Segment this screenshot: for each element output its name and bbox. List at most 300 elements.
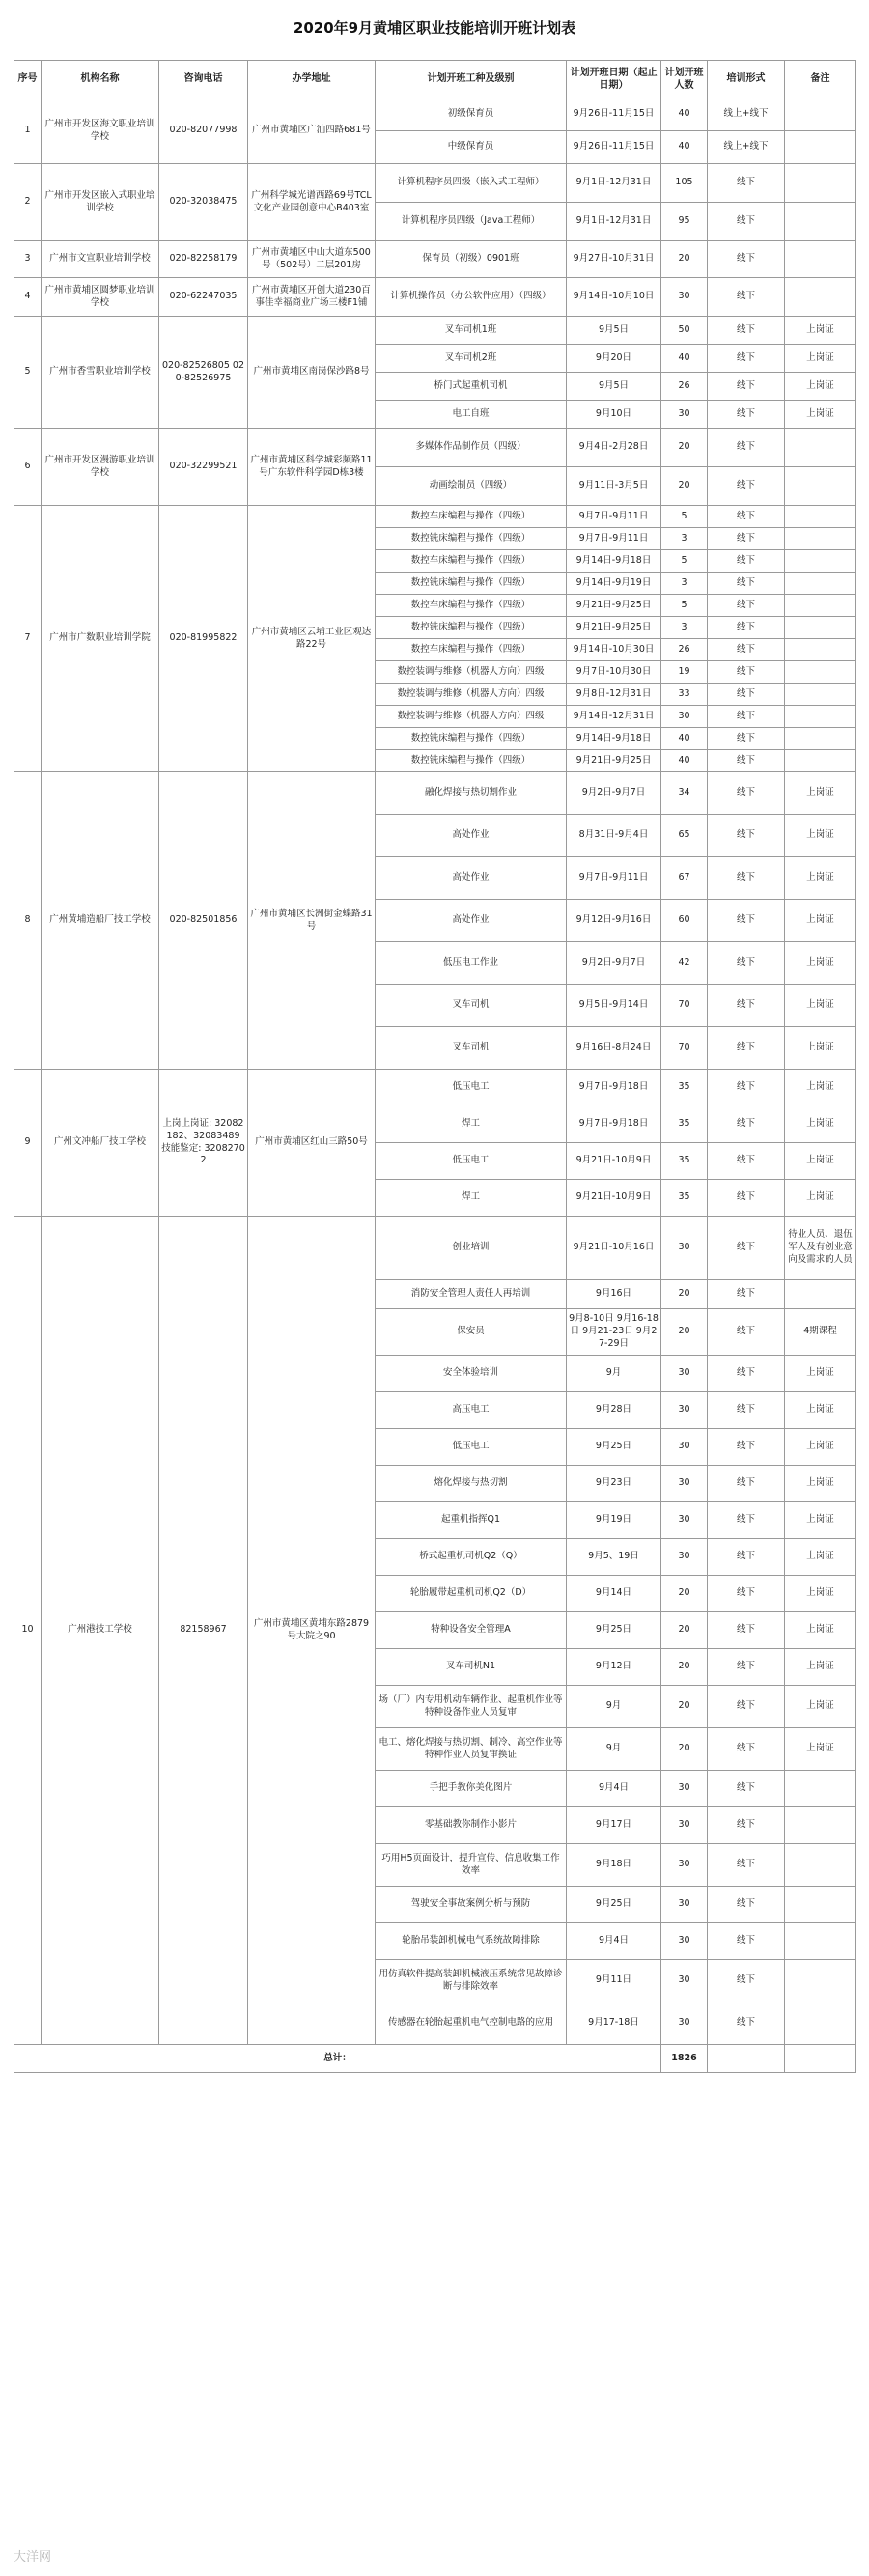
note-cell [785,573,856,595]
dates-cell: 9月 [567,1356,661,1392]
dates-cell: 9月21日-10月9日 [567,1180,661,1217]
course-cell: 计算机程序员四级（嵌入式工程师） [376,164,567,203]
note-cell: 上岗证 [785,345,856,373]
dates-cell: 9月23日 [567,1466,661,1502]
dates-cell: 9月5、19日 [567,1539,661,1576]
course-cell: 数控铣床编程与操作（四级） [376,528,567,550]
mode-cell: 线下 [708,900,785,942]
course-cell: 数控铣床编程与操作（四级） [376,617,567,639]
note-cell: 上岗证 [785,1392,856,1429]
note-cell: 上岗证 [785,1180,856,1217]
dates-cell: 9月5日 [567,373,661,401]
count-cell: 70 [661,1027,708,1070]
mode-cell: 线下 [708,203,785,241]
dates-cell: 9月7日-9月11日 [567,506,661,528]
count-cell: 30 [661,401,708,429]
mode-cell: 线下 [708,506,785,528]
total-empty-mode [708,2045,785,2073]
mode-cell: 线下 [708,1309,785,1356]
count-cell: 20 [661,1728,708,1771]
dates-cell: 9月14日-10月10日 [567,278,661,317]
note-cell [785,1280,856,1309]
mode-cell: 线下 [708,617,785,639]
count-cell: 30 [661,1466,708,1502]
institution-phone: 020-82077998 [159,98,248,164]
count-cell: 30 [661,1807,708,1844]
course-cell: 高处作业 [376,900,567,942]
dates-cell: 9月28日 [567,1392,661,1429]
table-body [14,98,856,2045]
mode-cell: 线下 [708,985,785,1027]
course-cell: 用仿真软件提高装卸机械液压系统常见故障诊断与排除效率 [376,1960,567,2002]
count-cell: 20 [661,1649,708,1686]
course-cell: 零基础教你制作小影片 [376,1807,567,1844]
note-cell: 上岗证 [785,401,856,429]
course-cell: 桥式起重机司机Q2（Q） [376,1539,567,1576]
dates-cell: 9月12日-9月16日 [567,900,661,942]
dates-cell: 9月25日 [567,1429,661,1466]
dates-cell: 9月7日-9月11日 [567,857,661,900]
mode-cell: 线下 [708,661,785,684]
count-cell: 3 [661,573,708,595]
dates-cell: 9月7日-9月18日 [567,1070,661,1106]
institution-name: 广州市开发区漫游职业培训学校 [42,429,159,506]
count-cell: 30 [661,2002,708,2045]
institution-address: 广州市黄埔区开创大道230百事佳幸福商业广场三楼F1铺 [248,278,376,317]
dates-cell: 9月21日-10月9日 [567,1143,661,1180]
count-cell: 42 [661,942,708,985]
dates-cell: 9月18日 [567,1844,661,1887]
count-cell: 40 [661,750,708,772]
institution-name: 广州市开发区海文职业培训学校 [42,98,159,164]
mode-cell: 线下 [708,1887,785,1923]
count-cell: 30 [661,1502,708,1539]
count-cell: 65 [661,815,708,857]
table-row [14,241,856,278]
mode-cell: 线下 [708,1143,785,1180]
note-cell: 上岗证 [785,1070,856,1106]
institution-name: 广州市开发区嵌入式职业培训学校 [42,164,159,241]
header-count: 计划开班人数 [661,61,708,98]
mode-cell: 线下 [708,1539,785,1576]
table-row [14,98,856,131]
count-cell: 30 [661,278,708,317]
note-cell: 上岗证 [785,373,856,401]
note-cell: 上岗证 [785,1728,856,1771]
mode-cell: 线下 [708,1649,785,1686]
course-cell: 电工、熔化焊接与热切割、制冷、高空作业等特种作业人员复审换证 [376,1728,567,1771]
course-cell: 特种设备安全管理A [376,1612,567,1649]
header-note: 备注 [785,61,856,98]
mode-cell: 线下 [708,1027,785,1070]
note-cell [785,1923,856,1960]
dates-cell: 9月2日-9月7日 [567,942,661,985]
note-cell [785,429,856,467]
course-cell: 叉车司机1班 [376,317,567,345]
mode-cell: 线下 [708,528,785,550]
course-cell: 传感器在轮胎起重机电气控制电路的应用 [376,2002,567,2045]
dates-cell: 9月16日 [567,1280,661,1309]
note-cell: 上岗证 [785,1429,856,1466]
header-address: 办学地址 [248,61,376,98]
watermark-text: 大洋网 [14,2550,52,2564]
note-cell [785,639,856,661]
institution-phone: 82158967 [159,1217,248,2045]
institution-address: 广州科学城光谱西路69号TCL文化产业园创意中心B403室 [248,164,376,241]
institution-name: 广州市文宣职业培训学校 [42,241,159,278]
mode-cell: 线下 [708,1502,785,1539]
dates-cell: 9月25日 [567,1612,661,1649]
mode-cell: 线下 [708,278,785,317]
table-row [14,1070,856,1106]
count-cell: 35 [661,1180,708,1217]
course-cell: 计算机程序员四级（Java工程师） [376,203,567,241]
institution-address: 广州市黄埔区长洲街金蝶路31号 [248,772,376,1070]
mode-cell: 线下 [708,241,785,278]
dates-cell: 9月17日 [567,1807,661,1844]
mode-cell: 线下 [708,373,785,401]
note-cell: 上岗证 [785,1539,856,1576]
institution-number: 2 [14,164,42,241]
note-cell [785,684,856,706]
mode-cell: 线下 [708,942,785,985]
count-cell: 20 [661,241,708,278]
dates-cell: 9月21日-9月25日 [567,750,661,772]
mode-cell: 线下 [708,728,785,750]
course-cell: 手把手教你美化图片 [376,1771,567,1807]
count-cell: 40 [661,98,708,131]
note-cell: 上岗证 [785,772,856,815]
mode-cell: 线下 [708,1960,785,2002]
note-cell [785,2002,856,2045]
institution-name: 广州市黄埔区圆梦职业培训学校 [42,278,159,317]
institution-number: 3 [14,241,42,278]
mode-cell: 线下 [708,639,785,661]
institution-phone: 020-82501856 [159,772,248,1070]
dates-cell: 9月25日 [567,1887,661,1923]
count-cell: 3 [661,617,708,639]
count-cell: 5 [661,550,708,573]
institution-name: 广州文冲船厂技工学校 [42,1070,159,1217]
dates-cell: 9月11日-3月5日 [567,467,661,506]
count-cell: 35 [661,1143,708,1180]
note-cell [785,1771,856,1807]
dates-cell: 9月1日-12月31日 [567,203,661,241]
institution-address: 广州市黄埔区科学城彩频路11号广东软件科学园D栋3楼 [248,429,376,506]
institution-number: 9 [14,1070,42,1217]
institution-address: 广州市黄埔区中山大道东500号（502号）二层201房 [248,241,376,278]
institution-address: 广州市黄埔区广汕四路681号 [248,98,376,164]
mode-cell: 线下 [708,1180,785,1217]
note-cell [785,728,856,750]
count-cell: 30 [661,1923,708,1960]
mode-cell: 线下 [708,550,785,573]
course-cell: 桥门式起重机司机 [376,373,567,401]
institution-number: 6 [14,429,42,506]
course-cell: 数控装调与维修（机器人方向）四级 [376,684,567,706]
course-cell: 低压电工 [376,1070,567,1106]
course-cell: 叉车司机 [376,1027,567,1070]
count-cell: 20 [661,429,708,467]
institution-number: 4 [14,278,42,317]
dates-cell: 9月1日-12月31日 [567,164,661,203]
mode-cell: 线下 [708,164,785,203]
count-cell: 40 [661,345,708,373]
mode-cell: 线下 [708,1280,785,1309]
mode-cell: 线下 [708,345,785,373]
note-cell [785,506,856,528]
count-cell: 26 [661,639,708,661]
mode-cell: 线下 [708,1429,785,1466]
course-cell: 电工自班 [376,401,567,429]
note-cell [785,550,856,573]
total-label: 总计： [14,2045,661,2073]
course-cell: 保育员（初级）0901班 [376,241,567,278]
note-cell [785,98,856,131]
course-cell: 计算机操作员（办公软件应用）（四级） [376,278,567,317]
course-cell: 数控铣床编程与操作（四级） [376,728,567,750]
course-cell: 动画绘制员（四级） [376,467,567,506]
count-cell: 50 [661,317,708,345]
note-cell [785,661,856,684]
mode-cell: 线下 [708,1217,785,1280]
mode-cell: 线上+线下 [708,131,785,164]
note-cell [785,1844,856,1887]
course-cell: 数控铣床编程与操作（四级） [376,750,567,772]
institution-phone: 020-82526805 020-82526975 [159,317,248,429]
mode-cell: 线下 [708,1106,785,1143]
institution-number: 7 [14,506,42,772]
table-row [14,317,856,345]
count-cell: 70 [661,985,708,1027]
institution-name: 广州市广数职业培训学院 [42,506,159,772]
note-cell [785,203,856,241]
dates-cell: 9月26日-11月15日 [567,98,661,131]
note-cell: 上岗证 [785,1649,856,1686]
note-cell: 上岗证 [785,815,856,857]
count-cell: 20 [661,1686,708,1728]
mode-cell: 线下 [708,684,785,706]
count-cell: 26 [661,373,708,401]
table-row [14,772,856,815]
course-cell: 数控装调与维修（机器人方向）四级 [376,661,567,684]
institution-phone: 020-62247035 [159,278,248,317]
note-cell: 上岗证 [785,1576,856,1612]
note-cell: 待业人员、退伍军人及有创业意向及需求的人员 [785,1217,856,1280]
course-cell: 安全体验培训 [376,1356,567,1392]
mode-cell: 线下 [708,595,785,617]
institution-address: 广州市黄埔区南岗保沙路8号 [248,317,376,429]
dates-cell: 9月14日-9月19日 [567,573,661,595]
mode-cell: 线下 [708,1807,785,1844]
institution-phone: 020-32038475 [159,164,248,241]
dates-cell: 9月19日 [567,1502,661,1539]
mode-cell: 线下 [708,857,785,900]
dates-cell: 9月17-18日 [567,2002,661,2045]
count-cell: 30 [661,1217,708,1280]
note-cell [785,750,856,772]
course-cell: 初级保育员 [376,98,567,131]
mode-cell: 线下 [708,1576,785,1612]
mode-cell: 线下 [708,1466,785,1502]
institution-name: 广州港技工学校 [42,1217,159,2045]
note-cell [785,706,856,728]
mode-cell: 线下 [708,750,785,772]
course-cell: 融化焊接与热切割作业 [376,772,567,815]
dates-cell: 9月20日 [567,345,661,373]
course-cell: 叉车司机 [376,985,567,1027]
mode-cell: 线下 [708,1923,785,1960]
mode-cell: 线下 [708,772,785,815]
total-count: 1826 [661,2045,708,2073]
dates-cell: 9月14日-9月18日 [567,550,661,573]
note-cell [785,617,856,639]
course-cell: 起重机指挥Q1 [376,1502,567,1539]
mode-cell: 线下 [708,706,785,728]
course-cell: 焊工 [376,1180,567,1217]
dates-cell: 8月31日-9月4日 [567,815,661,857]
note-cell: 上岗证 [785,985,856,1027]
mode-cell: 线下 [708,401,785,429]
mode-cell: 线下 [708,467,785,506]
count-cell: 30 [661,1392,708,1429]
count-cell: 20 [661,1309,708,1356]
course-cell: 创业培训 [376,1217,567,1280]
mode-cell: 线下 [708,815,785,857]
note-cell [785,595,856,617]
mode-cell: 线下 [708,1070,785,1106]
course-cell: 数控车床编程与操作（四级） [376,595,567,617]
total-row [14,2045,856,2073]
course-cell: 驾驶安全事故案例分析与预防 [376,1887,567,1923]
count-cell: 30 [661,1771,708,1807]
count-cell: 20 [661,467,708,506]
dates-cell: 9月7日-9月11日 [567,528,661,550]
count-cell: 19 [661,661,708,684]
dates-cell: 9月 [567,1686,661,1728]
dates-cell: 9月11日 [567,1960,661,2002]
note-cell: 上岗证 [785,857,856,900]
note-cell: 上岗证 [785,1502,856,1539]
count-cell: 30 [661,1356,708,1392]
institution-name: 广州黄埔造船厂技工学校 [42,772,159,1070]
dates-cell: 9月16日-8月24日 [567,1027,661,1070]
course-cell: 消防安全管理人责任人再培训 [376,1280,567,1309]
note-cell [785,131,856,164]
dates-cell: 9月4日 [567,1771,661,1807]
count-cell: 30 [661,1429,708,1466]
course-cell: 低压电工作业 [376,942,567,985]
dates-cell: 9月4日 [567,1923,661,1960]
institution-number: 5 [14,317,42,429]
mode-cell: 线下 [708,573,785,595]
course-cell: 数控车床编程与操作（四级） [376,639,567,661]
count-cell: 67 [661,857,708,900]
note-cell: 上岗证 [785,1612,856,1649]
dates-cell: 9月4日-2月28日 [567,429,661,467]
course-cell: 焊工 [376,1106,567,1143]
course-cell: 高压电工 [376,1392,567,1429]
institution-address: 广州市黄埔区红山三路50号 [248,1070,376,1217]
training-schedule-table [14,60,856,2073]
dates-cell: 9月12日 [567,1649,661,1686]
note-cell [785,467,856,506]
table-row [14,506,856,528]
course-cell: 高处作业 [376,857,567,900]
dates-cell: 9月5日-9月14日 [567,985,661,1027]
dates-cell: 9月21日-10月16日 [567,1217,661,1280]
note-cell [785,278,856,317]
note-cell: 上岗证 [785,942,856,985]
course-cell: 熔化焊接与热切割 [376,1466,567,1502]
count-cell: 34 [661,772,708,815]
dates-cell: 9月7日-10月30日 [567,661,661,684]
course-cell: 数控铣床编程与操作（四级） [376,573,567,595]
header-no: 序号 [14,61,42,98]
count-cell: 30 [661,1887,708,1923]
course-cell: 高处作业 [376,815,567,857]
count-cell: 5 [661,595,708,617]
dates-cell: 9月10日 [567,401,661,429]
course-cell: 低压电工 [376,1429,567,1466]
institution-address: 广州市黄埔区黄埔东路2879号大院之90 [248,1217,376,2045]
count-cell: 105 [661,164,708,203]
note-cell: 上岗证 [785,1356,856,1392]
note-cell: 4期课程 [785,1309,856,1356]
course-cell: 叉车司机N1 [376,1649,567,1686]
header-course: 计划开班工种及级别 [376,61,567,98]
course-cell: 数控车床编程与操作（四级） [376,506,567,528]
institution-address: 广州市黄埔区云埔工业区观达路22号 [248,506,376,772]
mode-cell: 线下 [708,1728,785,1771]
mode-cell: 线下 [708,317,785,345]
mode-cell: 线下 [708,1392,785,1429]
course-cell: 轮胎吊装卸机械电气系统故障排除 [376,1923,567,1960]
mode-cell: 线下 [708,1686,785,1728]
mode-cell: 线下 [708,1356,785,1392]
note-cell [785,164,856,203]
count-cell: 40 [661,728,708,750]
dates-cell: 9月14日 [567,1576,661,1612]
institution-name: 广州市香雪职业培训学校 [42,317,159,429]
course-cell: 中级保育员 [376,131,567,164]
note-cell: 上岗证 [785,1106,856,1143]
table-row [14,164,856,203]
mode-cell: 线下 [708,1612,785,1649]
mode-cell: 线下 [708,429,785,467]
dates-cell: 9月8日-12月31日 [567,684,661,706]
dates-cell: 9月21日-9月25日 [567,617,661,639]
header-name: 机构名称 [42,61,159,98]
count-cell: 20 [661,1612,708,1649]
mode-cell: 线下 [708,2002,785,2045]
mode-cell: 线上+线下 [708,98,785,131]
note-cell: 上岗证 [785,900,856,942]
note-cell: 上岗证 [785,1027,856,1070]
note-cell [785,1887,856,1923]
dates-cell: 9月21日-9月25日 [567,595,661,617]
dates-cell: 9月2日-9月7日 [567,772,661,815]
note-cell [785,1807,856,1844]
institution-number: 10 [14,1217,42,2045]
mode-cell: 线下 [708,1771,785,1807]
note-cell: 上岗证 [785,1143,856,1180]
dates-cell: 9月14日-10月30日 [567,639,661,661]
dates-cell: 9月8-10日 9月16-18日 9月21-23日 9月27-29日 [567,1309,661,1356]
institution-number: 8 [14,772,42,1070]
header-dates: 计划开班日期（起止日期） [567,61,661,98]
course-cell: 低压电工 [376,1143,567,1180]
